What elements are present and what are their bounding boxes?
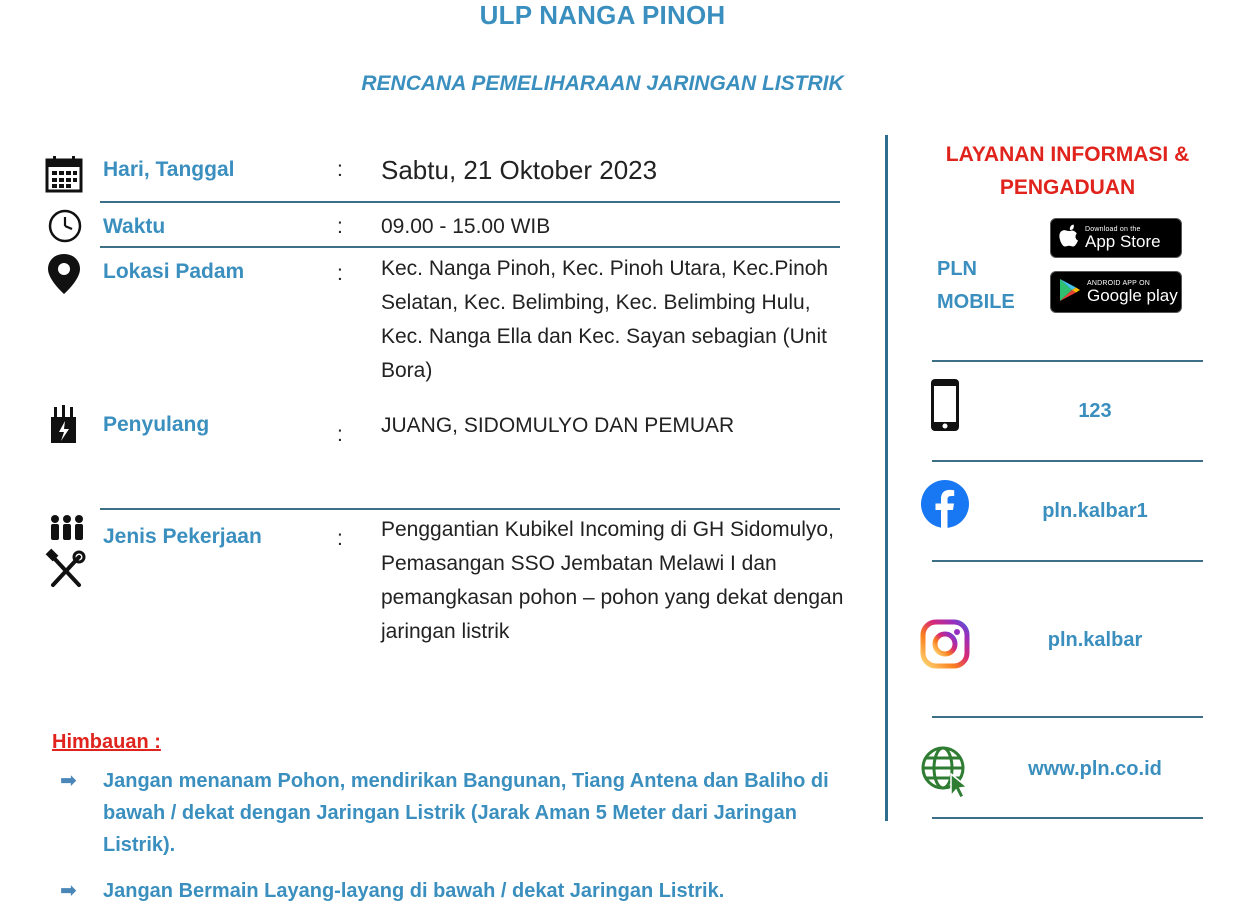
workers-tools-icon bbox=[45, 513, 85, 593]
time-value: 09.00 - 15.00 WIB bbox=[381, 215, 551, 238]
time-label: Waktu bbox=[103, 215, 166, 238]
calendar-icon bbox=[45, 155, 85, 195]
substation-icon bbox=[45, 405, 85, 445]
advice-item bbox=[60, 875, 830, 900]
work-colon: : bbox=[337, 527, 343, 550]
advice-item-text: Jangan menanam Pohon, mendirikan Bangunan, Tiang Antena dan Baliho di bawah / dekat dengan Jaringan Listrik (Jarak Aman 5 Meter dari Jaringan Listrik). bbox=[103, 770, 829, 856]
apple-icon bbox=[1059, 224, 1079, 253]
advice-item-text: Jangan Bermain Layang-layang di bawah / dekat Jaringan Listrik. bbox=[103, 880, 725, 902]
globe-icon bbox=[920, 745, 970, 795]
google-play-text: Google play bbox=[1087, 286, 1178, 305]
page-title: ULP NANGA PINOH bbox=[479, 0, 726, 30]
feeder-colon: : bbox=[337, 423, 343, 446]
sidebar-title: LAYANAN INFORMASI & PENGADUAN bbox=[945, 143, 1190, 199]
google-play-small-text: ANDROID APP ON bbox=[1087, 280, 1150, 287]
app-store-badge[interactable] bbox=[1050, 218, 1182, 258]
advice-heading: Himbauan : bbox=[52, 731, 161, 753]
contact-phone[interactable]: 123 bbox=[1078, 400, 1112, 422]
sidebar-divider bbox=[932, 560, 1203, 562]
detail-row-feeder bbox=[45, 405, 840, 455]
advice-item bbox=[60, 765, 830, 861]
pln-mobile-label: PLN MOBILE bbox=[937, 258, 1015, 313]
app-store-small-text: Download on the bbox=[1085, 226, 1141, 233]
location-colon: : bbox=[337, 262, 343, 285]
feeder-value: JUANG, SIDOMULYO DAN PEMUAR bbox=[381, 414, 735, 437]
phone-icon bbox=[920, 378, 970, 428]
date-label: Hari, Tanggal bbox=[103, 158, 235, 181]
facebook-icon bbox=[920, 479, 970, 529]
google-play-icon bbox=[1059, 278, 1081, 307]
detail-row-work bbox=[45, 513, 844, 663]
sidebar-divider bbox=[932, 716, 1203, 718]
work-value: Penggantian Kubikel Incoming di GH Sidomulyo, Pemasangan SSO Jembatan Melawi I dan pemangkasan pohon – pohon yang dekat dengan jaringan listrik bbox=[381, 518, 844, 643]
contact-website[interactable]: www.pln.co.id bbox=[1028, 758, 1162, 780]
sidebar-divider bbox=[932, 817, 1203, 819]
work-label: Jenis Pekerjaan bbox=[103, 525, 262, 548]
divider bbox=[100, 246, 840, 248]
instagram-icon bbox=[920, 619, 970, 669]
column-divider bbox=[885, 135, 888, 821]
detail-row-time bbox=[45, 209, 840, 245]
google-play-badge[interactable] bbox=[1050, 271, 1182, 313]
date-value: Sabtu, 21 Oktober 2023 bbox=[381, 155, 658, 185]
clock-icon bbox=[45, 209, 85, 249]
divider bbox=[100, 201, 840, 203]
contact-facebook[interactable]: pln.kalbar1 bbox=[1042, 500, 1148, 522]
sidebar-divider bbox=[932, 460, 1203, 462]
feeder-label: Penyulang bbox=[103, 413, 210, 436]
contact-instagram[interactable]: pln.kalbar bbox=[1047, 629, 1143, 651]
location-label: Lokasi Padam bbox=[103, 260, 245, 283]
map-pin-icon bbox=[45, 252, 85, 292]
arrow-right-icon: ➡ bbox=[60, 880, 77, 902]
date-colon: : bbox=[337, 158, 343, 181]
detail-row-date bbox=[45, 155, 840, 195]
page-subtitle: RENCANA PEMELIHARAAN JARINGAN LISTRIK bbox=[361, 72, 844, 95]
detail-row-location bbox=[45, 252, 840, 392]
sidebar-divider bbox=[932, 360, 1203, 362]
arrow-right-icon: ➡ bbox=[60, 770, 77, 792]
location-value: Kec. Nanga Pinoh, Kec. Pinoh Utara, Kec.Pinoh Selatan, Kec. Belimbing, Kec. Belimbing Hulu, Kec. Nanga Ella dan Kec. Sayan sebagian (Unit Bora) bbox=[381, 257, 829, 382]
time-colon: : bbox=[337, 215, 343, 238]
app-store-text: App Store bbox=[1085, 232, 1161, 251]
divider bbox=[100, 508, 840, 510]
